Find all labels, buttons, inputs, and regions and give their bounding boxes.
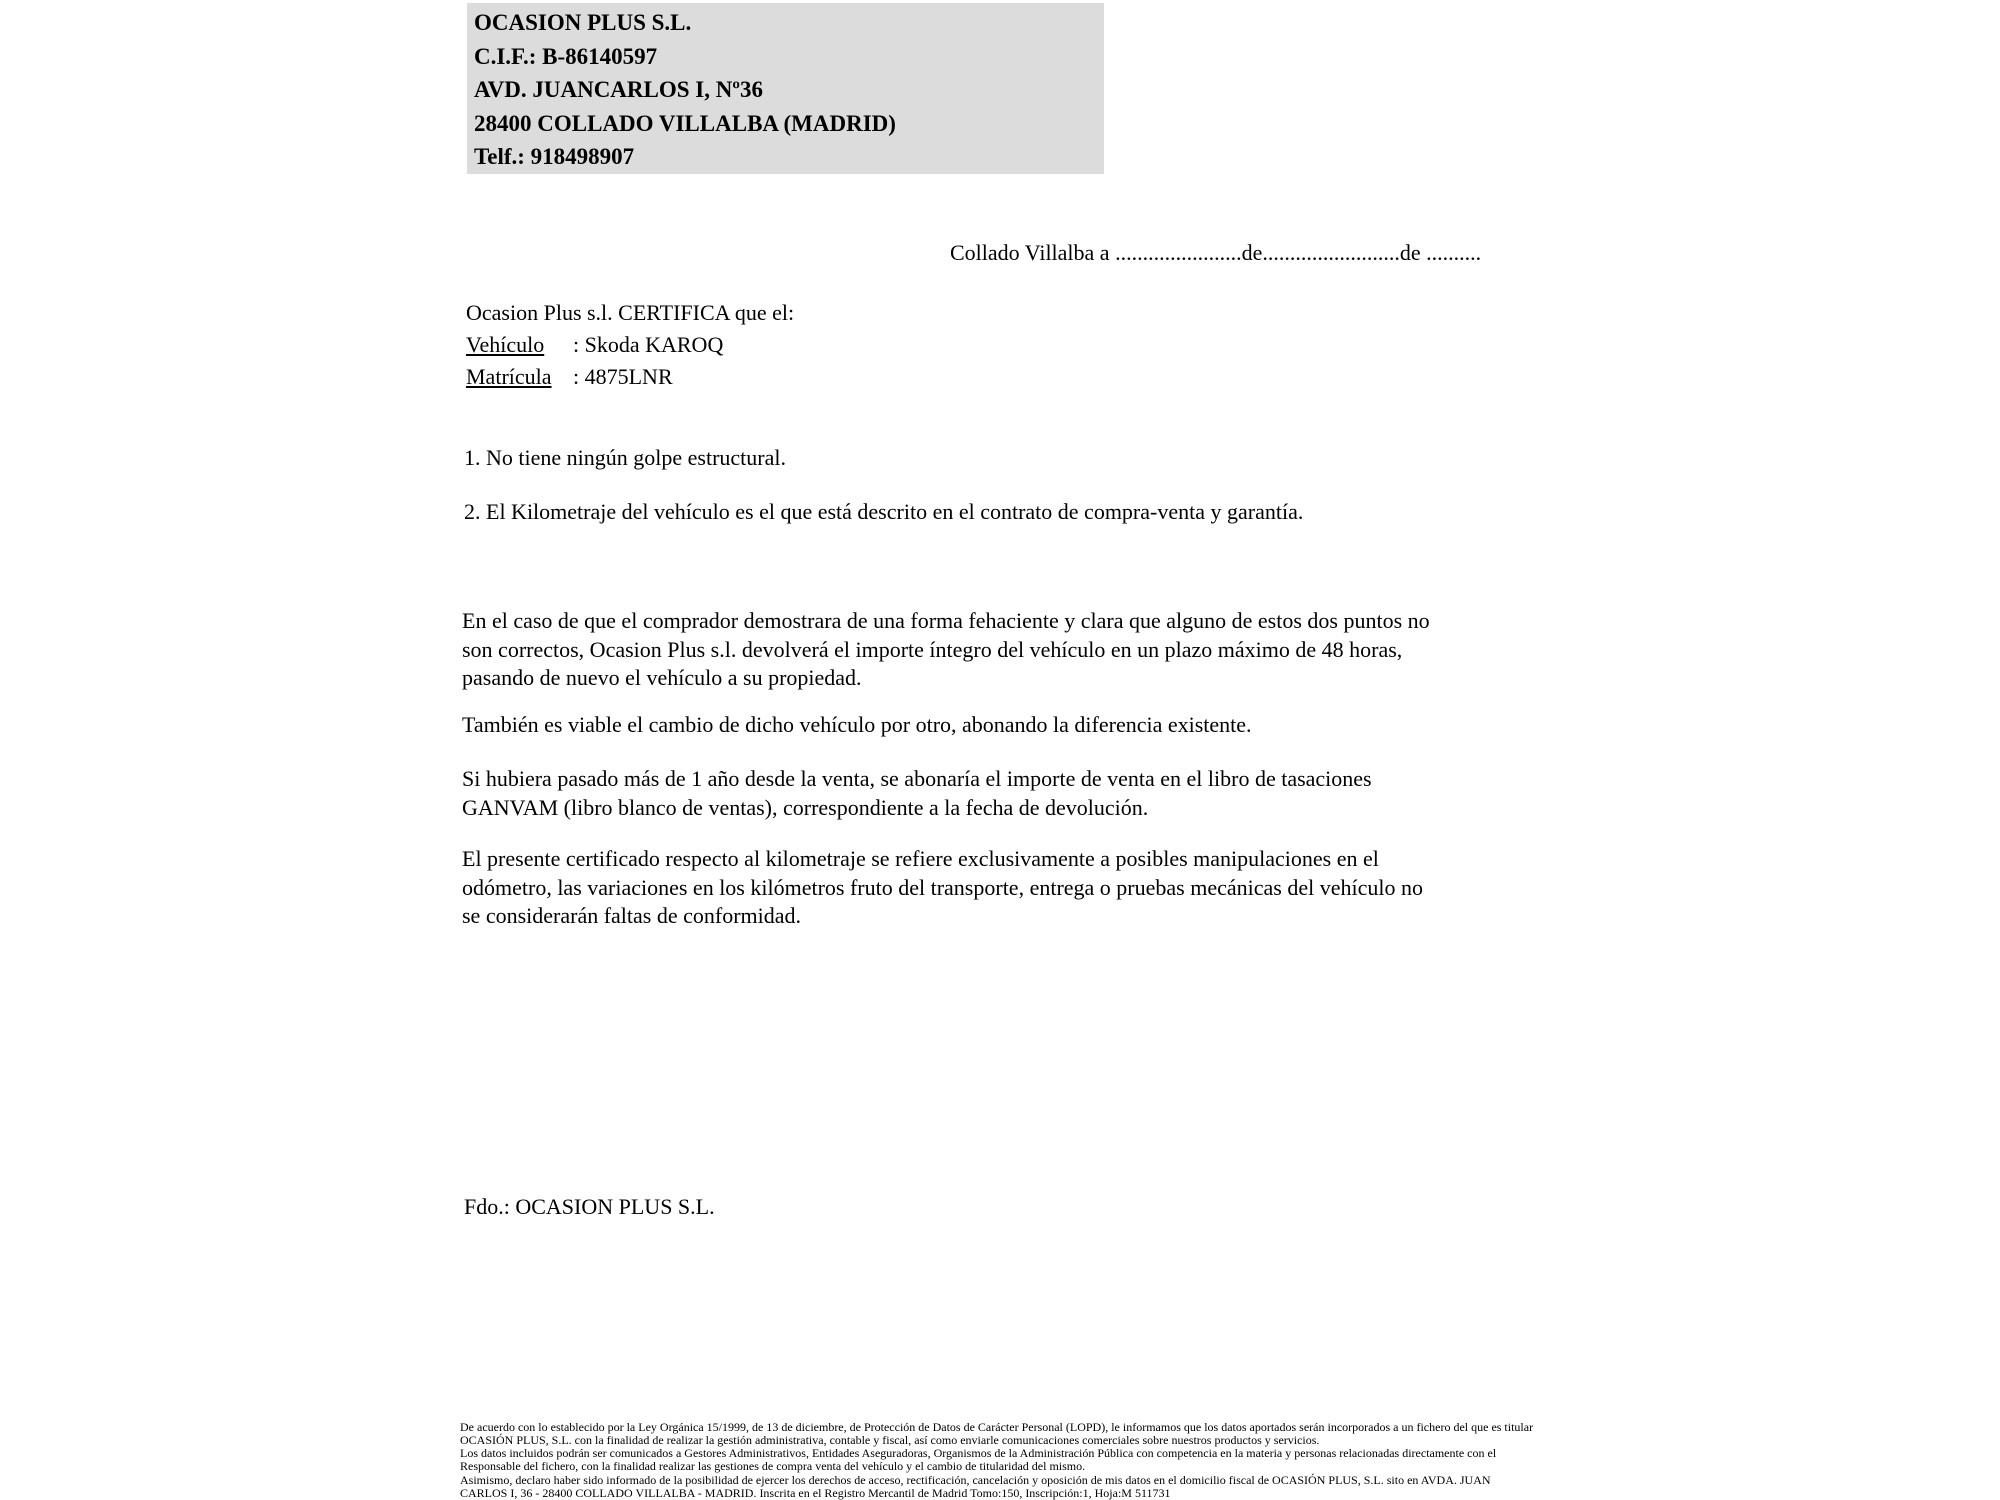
body-line: Si hubiera pasado más de 1 año desde la venta, se abonaría el importe de venta en el libro de tasaciones: [462, 766, 1372, 791]
date-line: Collado Villalba a .......................de.........................de ..........: [950, 240, 1482, 265]
vehicle-label-cell: [466, 329, 573, 361]
legal-line: OCASIÓN PLUS, S.L. con la finalidad de realizar la gestión administrativa, contable y fiscal, así como enviarle comunicaciones comerciales sobre nuestros productos y servicios.: [460, 1433, 1320, 1447]
legal-line: Asimismo, declaro haber sido informado de la posibilidad de ejercer los derechos de acceso, rectificación, cancelación y oposición de mis datos en el domicilio fiscal de OCASIÓN PLUS, S.L. sito en AVDA. JUAN: [460, 1473, 1491, 1487]
plate-row: [466, 361, 794, 393]
company-address: AVD. JUANCARLOS I, Nº36: [474, 77, 763, 102]
legal-line: Los datos incluidos podrán ser comunicados a Gestores Administrativos, Entidades Aseguradoras, Organismos de la Administración Pública con competencia en la materia y personas relacionadas directamente con el: [460, 1446, 1497, 1460]
certification-intro: Ocasion Plus s.l. CERTIFICA que el:: [466, 300, 795, 325]
legal-line: De acuerdo con lo establecido por la Ley Orgánica 15/1999, de 13 de diciembre, de Protección de Datos de Carácter Personal (LOPD), le informamos que los datos aportados serán incorporados a un fichero del que es titular: [460, 1420, 1534, 1434]
paragraph-exchange: [462, 711, 1252, 740]
vehicle-label: Vehículo: [466, 332, 545, 357]
plate-label: Matrícula: [466, 364, 552, 389]
body-line: son correctos, Ocasion Plus s.l. devolverá el importe íntegro del vehículo en un plazo máximo de 48 horas,: [462, 636, 1403, 662]
vehicle-row: [466, 329, 794, 361]
company-phone: Telf.: 918498907: [474, 144, 635, 169]
paragraph-odometer: [462, 845, 1423, 931]
body-line: odómetro, las variaciones en los kilómetros fruto del transporte, entrega o pruebas mecánicas del vehículo no: [462, 874, 1423, 900]
paragraph-refund: [462, 607, 1430, 693]
company-cif: C.I.F.: B-86140597: [474, 43, 658, 69]
body-line: GANVAM (libro blanco de ventas), correspondiente a la fecha de devolución.: [462, 794, 1149, 820]
body-line: El presente certificado respecto al kilometraje se refiere exclusivamente a posibles manipulaciones en el: [462, 846, 1379, 871]
plate-value: : 4875LNR: [573, 364, 673, 389]
body-line: pasando de nuevo el vehículo a su propiedad.: [462, 665, 862, 690]
paragraph-ganvam: [462, 765, 1372, 822]
company-name: OCASION PLUS S.L.: [474, 10, 692, 35]
company-header-block: [467, 3, 1104, 174]
plate-label-cell: [466, 361, 573, 393]
company-city: 28400 COLLADO VILLALBA (MADRID): [474, 110, 896, 136]
legal-line: Responsable del fichero, con la finalidad realizar las gestiones de compra venta del vehículo y el cambio de titularidad del mismo.: [460, 1459, 1086, 1473]
vehicle-value: : Skoda KAROQ: [573, 332, 724, 357]
certified-point-1: 1. No tiene ningún golpe estructural.: [464, 445, 786, 470]
body-line: se considerarán faltas de conformidad.: [462, 903, 802, 928]
signature-line: Fdo.: OCASION PLUS S.L.: [464, 1194, 715, 1219]
body-line: En el caso de que el comprador demostrara de una forma fehaciente y clara que alguno de estos dos puntos no: [462, 608, 1430, 633]
body-line: También es viable el cambio de dicho vehículo por otro, abonando la diferencia existente.: [462, 712, 1252, 737]
certified-point-2: 2. El Kilometraje del vehículo es el que está descrito en el contrato de compra-venta y garantía.: [464, 499, 1304, 524]
legal-line: CARLOS I, 36 - 28400 COLLADO VILLALBA - MADRID. Inscrita en el Registro Mercantil de Madrid Tomo:150, Inscripción:1, Hoja:M 511731: [460, 1486, 1171, 1500]
legal-footer: [460, 1421, 1533, 1500]
certification-block: [466, 297, 794, 393]
